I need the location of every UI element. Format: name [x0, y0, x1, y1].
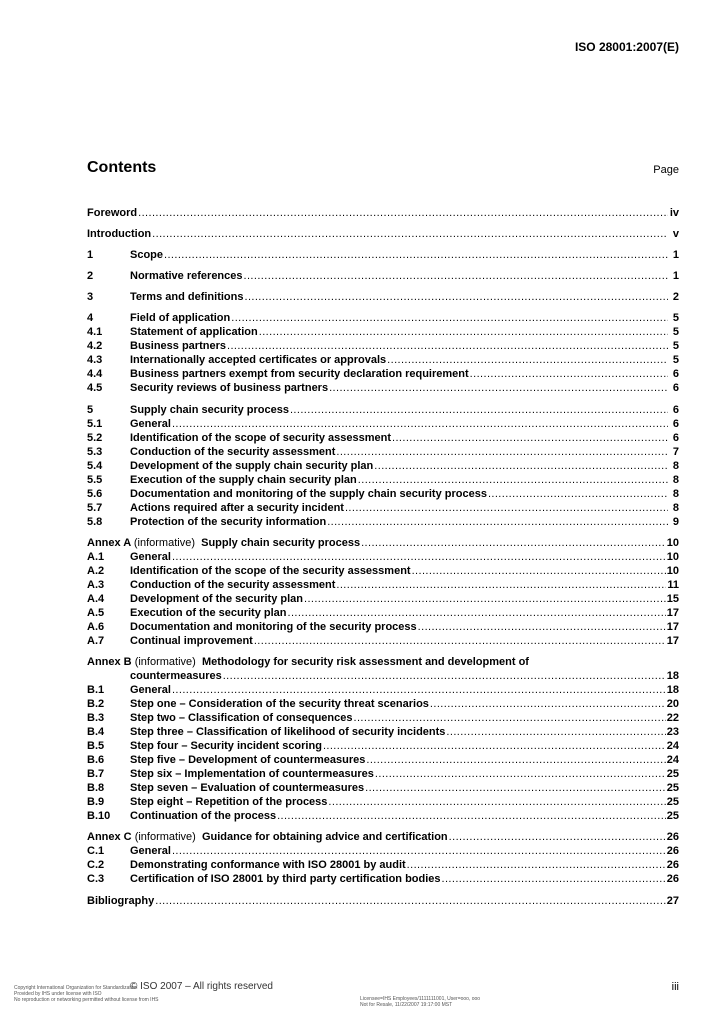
toc-number: A.4: [87, 593, 105, 605]
toc-label: Step two – Classification of consequences: [130, 712, 353, 724]
toc-entry-b-7[interactable]: [87, 767, 679, 781]
page-number: iii: [671, 981, 679, 993]
toc-entry-a-6[interactable]: [87, 620, 679, 634]
toc-label: Protection of the security information: [130, 516, 327, 528]
toc-entry-4-3[interactable]: [87, 353, 679, 367]
toc-label: Continual improvement: [130, 635, 253, 647]
license-line: Not for Resale, 11/22/2007 19:17:00 MST: [360, 1002, 453, 1008]
toc-number: B.2: [87, 698, 105, 710]
toc-number: 5.5: [87, 474, 103, 486]
toc-number: A.1: [87, 551, 105, 563]
toc-entry-annex-b-heading[interactable]: [87, 655, 679, 669]
toc-label: Documentation and monitoring of the supply chain security process: [130, 488, 487, 500]
toc-entry-5-3[interactable]: [87, 445, 679, 459]
toc-entry-a-2[interactable]: [87, 564, 679, 578]
toc-number: A.7: [87, 635, 105, 647]
toc-number: 5.4: [87, 460, 103, 472]
toc-entry-2[interactable]: [87, 269, 679, 283]
page-column-label: Page: [653, 164, 679, 176]
toc-number: B.7: [87, 768, 105, 780]
license-line: Copyright International Organization for Standardization: [14, 985, 138, 991]
toc-page: 26: [666, 859, 679, 871]
toc-entry-annex-b[interactable]: [87, 669, 679, 683]
toc-entry-bibliography[interactable]: [87, 894, 679, 908]
toc-page: 11: [667, 579, 679, 591]
toc-label: Step five – Development of countermeasures: [130, 754, 366, 766]
toc-page: v: [672, 228, 679, 240]
toc-page: 9: [672, 516, 679, 528]
toc-number: C.2: [87, 859, 105, 871]
toc-entry-5-4[interactable]: [87, 459, 679, 473]
toc-entry-b-6[interactable]: [87, 753, 679, 767]
toc-entry-a-4[interactable]: [87, 592, 679, 606]
toc-entry-a-1[interactable]: [87, 550, 679, 564]
toc-label: Actions required after a security incident: [130, 502, 344, 514]
toc-page: 23: [666, 726, 679, 738]
contents-title: Contents: [87, 159, 157, 176]
toc-entry-foreword[interactable]: [87, 206, 679, 220]
toc-label: Normative references: [130, 270, 243, 282]
toc-entry-a-3[interactable]: [87, 578, 679, 592]
toc-number: 4: [87, 312, 94, 324]
toc-label: Conduction of the security assessment: [130, 446, 336, 458]
annex-heading: Annex A: [87, 537, 131, 549]
toc-entry-b-9[interactable]: [87, 795, 679, 809]
toc-entry-c-1[interactable]: [87, 844, 679, 858]
toc-number: A.2: [87, 565, 105, 577]
table-of-contents: [87, 200, 679, 908]
toc-page: 1: [672, 249, 679, 261]
toc-page: 25: [666, 796, 679, 808]
toc-label: Step one – Consideration of the security threat scenarios: [130, 698, 429, 710]
license-line: Licensee=IHS Employees/1111111001, User=ooo, ooo: [360, 996, 481, 1002]
toc-label: Field of application: [130, 312, 231, 324]
informative-tag: (informative): [134, 656, 196, 668]
toc-entry-a-7[interactable]: [87, 634, 679, 648]
toc-entry-5[interactable]: [87, 403, 679, 417]
toc-number: B.8: [87, 782, 105, 794]
toc-number: 4.2: [87, 340, 103, 352]
toc-number: 5.7: [87, 502, 103, 514]
toc-label: [87, 536, 360, 550]
toc-page: 25: [666, 810, 679, 822]
toc-label: Demonstrating conformance with ISO 28001 by audit: [130, 859, 406, 871]
toc-page: 6: [672, 368, 679, 380]
toc-page: 8: [672, 502, 679, 514]
toc-label: Identification of the scope of security assessment: [130, 432, 392, 444]
toc-page: 18: [666, 670, 679, 682]
toc-label: Foreword: [87, 207, 138, 219]
toc-page: 8: [672, 460, 679, 472]
toc-page: 27: [666, 895, 679, 907]
annex-title: Methodology for security risk assessment and development of: [201, 656, 529, 668]
toc-entry-5-2[interactable]: [87, 431, 679, 445]
toc-label: Supply chain security process: [130, 404, 289, 416]
toc-entry-5-8[interactable]: [87, 515, 679, 529]
annex-heading: Annex C: [87, 831, 132, 843]
toc-page: 10: [666, 565, 679, 577]
toc-page: iv: [669, 207, 679, 219]
toc-entry-introduction[interactable]: [87, 227, 679, 241]
toc-page: 20: [666, 698, 679, 710]
annex-title: Guidance for obtaining advice and certification: [201, 831, 448, 843]
toc-label: Development of the supply chain security plan: [130, 460, 374, 472]
toc-label: Conduction of the security assessment: [130, 579, 336, 591]
toc-page: 2: [672, 291, 679, 303]
toc-number: 5.8: [87, 516, 103, 528]
toc-entry-3[interactable]: [87, 290, 679, 304]
toc-label: Step eight – Repetition of the process: [130, 796, 328, 808]
license-notice-right: [360, 996, 480, 1008]
toc-entry-b-3[interactable]: [87, 711, 679, 725]
toc-label: Scope: [130, 249, 164, 261]
toc-number: 5.2: [87, 432, 103, 444]
toc-label: Bibliography: [87, 895, 155, 907]
toc-label: Identification of the scope of the security assessment: [130, 565, 411, 577]
toc-page: 22: [666, 712, 679, 724]
toc-page: 10: [666, 537, 679, 549]
toc-label: Execution of the supply chain security plan: [130, 474, 357, 486]
toc-number: A.3: [87, 579, 105, 591]
toc-label: Step seven – Evaluation of countermeasures: [130, 782, 365, 794]
toc-page: 17: [666, 635, 679, 647]
toc-label: Continuation of the process: [130, 810, 277, 822]
toc-entry-annex-a[interactable]: [87, 536, 679, 550]
toc-number: B.3: [87, 712, 105, 724]
informative-tag: (informative): [134, 831, 196, 843]
license-notice-left: [14, 985, 159, 1003]
toc-page: 5: [672, 354, 679, 366]
toc-entry-b-4[interactable]: [87, 725, 679, 739]
toc-entry-5-1[interactable]: [87, 417, 679, 431]
toc-label: General: [130, 551, 171, 563]
toc-page: 8: [672, 488, 679, 500]
toc-entry-c-3[interactable]: [87, 872, 679, 886]
toc-label: countermeasures: [130, 670, 222, 682]
license-line: Provided by IHS under license with ISO: [14, 991, 102, 997]
informative-tag: (informative): [133, 537, 195, 549]
toc-number: 4.3: [87, 354, 103, 366]
toc-entry-5-5[interactable]: [87, 473, 679, 487]
toc-number: 5.6: [87, 488, 103, 500]
annex-title: Supply chain security process: [201, 537, 361, 549]
toc-number: A.5: [87, 607, 105, 619]
toc-page: 6: [672, 404, 679, 416]
toc-entry-4-4[interactable]: [87, 367, 679, 381]
toc-label: Business partners exempt from security declaration requirement: [130, 368, 469, 380]
toc-entry-4-2[interactable]: [87, 339, 679, 353]
toc-page: 26: [666, 873, 679, 885]
document-id: ISO 28001:2007(E): [574, 40, 679, 54]
toc-label: Step four – Security incident scoring: [130, 740, 322, 752]
toc-entry-1[interactable]: [87, 248, 679, 262]
toc-label: Security reviews of business partners: [130, 382, 329, 394]
copyright-notice: © ISO 2007 – All rights reserved: [130, 981, 273, 992]
toc-label: Development of the security plan: [130, 593, 303, 605]
toc-entry-a-5[interactable]: [87, 606, 679, 620]
toc-label: [87, 830, 448, 844]
toc-number: 4.5: [87, 382, 103, 394]
toc-number: B.9: [87, 796, 105, 808]
toc-entry-4[interactable]: [87, 311, 679, 325]
toc-label: Terms and definitions: [130, 291, 244, 303]
toc-number: 5.3: [87, 446, 103, 458]
toc-number: B.5: [87, 740, 105, 752]
toc-label: Business partners: [130, 340, 226, 352]
toc-page: 8: [672, 474, 679, 486]
toc-label: Statement of application: [130, 326, 258, 338]
toc-page: 17: [666, 607, 679, 619]
toc-entry-b-1[interactable]: [87, 683, 679, 697]
toc-page: 5: [672, 340, 679, 352]
toc-page: 1: [672, 270, 679, 282]
toc-page: 25: [666, 768, 679, 780]
toc-number: 4.4: [87, 368, 103, 380]
toc-page: 18: [666, 684, 679, 696]
toc-page: 7: [672, 446, 679, 458]
toc-page: 5: [672, 326, 679, 338]
toc-entry-annex-c[interactable]: [87, 830, 679, 844]
annex-heading: Annex B: [87, 656, 132, 668]
toc-number: B.4: [87, 726, 105, 738]
toc-entry-b-8[interactable]: [87, 781, 679, 795]
toc-number: C.1: [87, 845, 105, 857]
toc-label: General: [130, 418, 171, 430]
toc-label: Certification of ISO 28001 by third party certification bodies: [130, 873, 441, 885]
toc-page: 15: [666, 593, 679, 605]
toc-page: 10: [666, 551, 679, 563]
toc-page: 6: [672, 418, 679, 430]
toc-label: General: [130, 845, 171, 857]
toc-number: 5: [87, 404, 94, 416]
toc-label: Introduction: [87, 228, 152, 240]
toc-number: 2: [87, 270, 94, 282]
toc-number: 3: [87, 291, 94, 303]
toc-number: 4.1: [87, 326, 103, 338]
license-line: No reproduction or networking permitted without license from IHS: [14, 997, 159, 1003]
toc-entry-4-5[interactable]: [87, 381, 679, 395]
toc-number: B.1: [87, 684, 105, 696]
toc-page: 24: [666, 754, 679, 766]
toc-page: 24: [666, 740, 679, 752]
toc-number: A.6: [87, 621, 105, 633]
toc-page: 5: [672, 312, 679, 324]
toc-entry-4-1[interactable]: [87, 325, 679, 339]
toc-entry-b-2[interactable]: [87, 697, 679, 711]
toc-number: 5.1: [87, 418, 103, 430]
toc-number: B.6: [87, 754, 105, 766]
toc-page: 17: [666, 621, 679, 633]
toc-entry-b-10[interactable]: [87, 809, 679, 823]
toc-entry-c-2[interactable]: [87, 858, 679, 872]
toc-number: C.3: [87, 873, 105, 885]
toc-page: 26: [666, 831, 679, 843]
toc-number: B.10: [87, 810, 111, 822]
toc-label: Execution of the security plan: [130, 607, 287, 619]
toc-label: Step three – Classification of likelihood of security incidents: [130, 726, 446, 738]
toc-label: Step six – Implementation of countermeasures: [130, 768, 374, 780]
toc-entry-5-7[interactable]: [87, 501, 679, 515]
toc-page: 6: [672, 432, 679, 444]
toc-page: 6: [672, 382, 679, 394]
toc-label: General: [130, 684, 171, 696]
toc-label: Documentation and monitoring of the security process: [130, 621, 417, 633]
toc-number: 1: [87, 249, 94, 261]
toc-page: 26: [666, 845, 679, 857]
toc-page: 25: [666, 782, 679, 794]
toc-entry-5-6[interactable]: [87, 487, 679, 501]
toc-label: Internationally accepted certificates or approvals: [130, 354, 387, 366]
toc-entry-b-5[interactable]: [87, 739, 679, 753]
